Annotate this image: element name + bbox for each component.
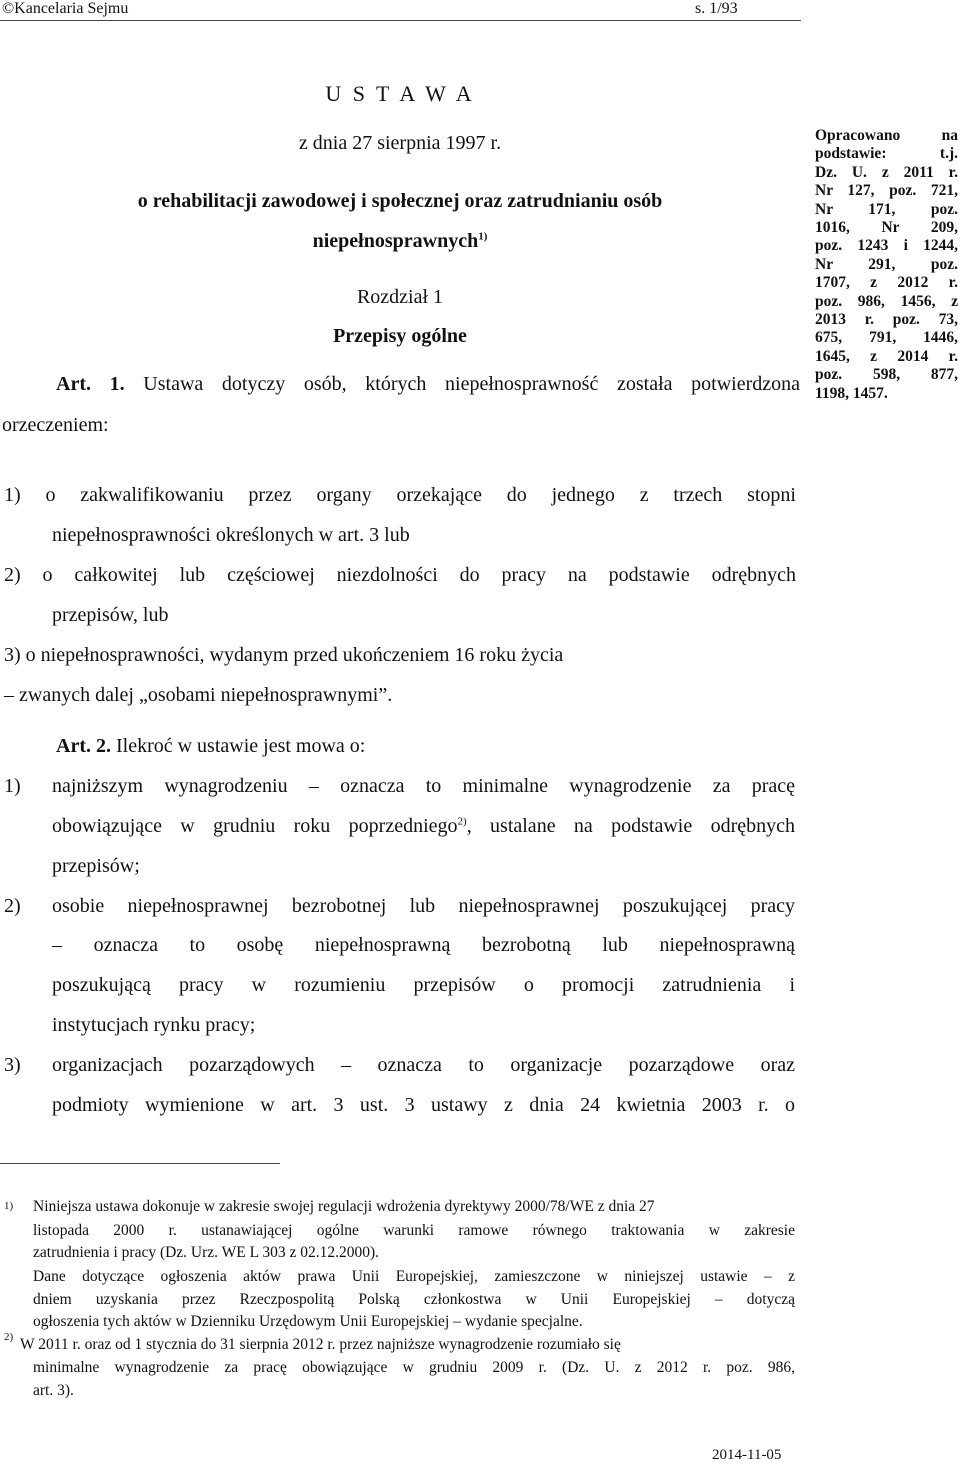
art2-item-3-line-1: organizacjach pozarządowych – oznacza to organizacje pozarządowe oraz	[52, 1054, 795, 1076]
act-date: z dnia 27 sierpnia 1997 r.	[298, 132, 502, 154]
art2-item-2-line-4: instytucjach rynku pracy;	[52, 1014, 256, 1036]
art2-item-2-number: 2)	[4, 895, 21, 917]
footnote-2-line-3: art. 3).	[33, 1382, 74, 1399]
art2-item-2-line-2: – oznacza to osobę niepełnosprawną bezrobotną lub niepełnosprawną	[52, 934, 795, 956]
source-side-note: Opracowano na podstawie: t.j. Dz. U. z 2011 r. Nr 127, poz. 721, Nr 171, poz. 1016, Nr 209, poz. 1243 i 1244, Nr 291, poz. 1707, z 2012 r. poz. 986, 1456, z 2013 r. poz. 73, 675, 791, 1446, 1645, z 2014 r. poz. 598, 877, 1198, 1457.	[815, 127, 958, 402]
art2-label: Art. 2.	[56, 735, 111, 757]
chapter-title: Przepisy ogólne	[333, 325, 467, 347]
art2-item-3-line-2: podmioty wymienione w art. 3 ust. 3 ustawy z dnia 24 kwietnia 2003 r. o	[52, 1094, 795, 1116]
art2-item-1-line-3: przepisów;	[52, 855, 140, 877]
footnote-1-line-3: zatrudnienia i pracy (Dz. Urz. WE L 303 z 02.12.2000).	[33, 1244, 380, 1261]
page-number: s. 1/93	[695, 0, 738, 17]
art2-item-2-line-1: osobie niepełnosprawnej bezrobotnej lub niepełnosprawnej poszukującej pracy	[52, 895, 795, 917]
art2-item-1-line-2: obowiązujące w grudniu roku poprzedniego$^{2)}$, ustalane na podstawie odrębnych	[52, 815, 795, 837]
art2-item-1-line-1: najniższym wynagrodzeniu – oznacza to minimalne wynagrodzenie za pracę	[52, 775, 795, 797]
act-title: U S T A W A	[325, 81, 475, 106]
footnote-1-line-4: Dane dotyczące ogłoszenia aktów prawa Unii Europejskiej, zamieszczone w niniejszej ustawie – z	[33, 1268, 795, 1285]
art1-point-1-line-1: 1) o zakwalifikowaniu przez organy orzekające do jednego z trzech stopni	[4, 484, 796, 506]
footnote-2-line-2: minimalne wynagrodzenie za pracę obowiązujące w grudniu 2009 r. (Dz. U. z 2012 r. poz. 986,	[33, 1359, 795, 1376]
art2-intro: Art. 2. Ilekroć w ustawie jest mowa o:	[56, 735, 366, 757]
header-divider	[0, 20, 801, 21]
footnote-1-mark: 1)	[4, 1200, 14, 1212]
footnote-1-line-1: Niniejsza ustawa dokonuje w zakresie swojej regulacji wdrożenia dyrektywy 2000/78/WE z dnia 27	[33, 1198, 655, 1215]
art1-line-1: Art. 1. Ustawa dotyczy osób, których niepełnosprawność została potwierdzona	[56, 373, 801, 395]
footnote-2-mark: 2)	[4, 1331, 14, 1343]
act-subject-line-1: o rehabilitacji zawodowej i społecznej oraz zatrudnianiu osób	[137, 190, 663, 212]
footnote-ref-2[interactable]: 2)	[457, 815, 467, 828]
art1-point-2-line-1: 2) o całkowitej lub częściowej niezdolności do pracy na podstawie odrębnych	[4, 564, 796, 586]
art2-item-1-number: 1)	[4, 775, 21, 797]
art1-label: Art. 1.	[56, 373, 125, 395]
footnote-divider	[0, 1163, 280, 1164]
art2-item-2-line-3: poszukującą pracy w rozumieniu przepisów o promocji zatrudnienia i	[52, 974, 795, 996]
footnote-1-line-6: ogłoszenia tych aktów w Dzienniku Urzędowym Unii Europejskiej – wydanie specjalne.	[33, 1313, 583, 1330]
footnote-ref-1[interactable]: 1)	[478, 230, 488, 243]
footnote-1-line-2: listopada 2000 r. ustanawiającej ogólne warunki ramowe równego traktowania w zakresie	[33, 1222, 795, 1239]
art1-point-2-line-2: przepisów, lub	[52, 604, 169, 626]
header-source: ©Kancelaria Sejmu	[2, 0, 129, 17]
page-header	[0, 0, 960, 20]
footer-date: 2014-11-05	[712, 1447, 782, 1463]
art1-line-2: orzeczeniem:	[2, 414, 109, 436]
art2-item-3-number: 3)	[4, 1054, 21, 1076]
art1-closing: – zwanych dalej „osobami niepełnosprawnymi”.	[4, 684, 393, 706]
art1-point-3: 3) o niepełnosprawności, wydanym przed ukończeniem 16 roku życia	[4, 644, 564, 666]
art1-point-1-line-2: niepełnosprawności określonych w art. 3 lub	[52, 524, 410, 546]
chapter-number: Rozdział 1	[356, 286, 444, 308]
footnote-2-line-1: W 2011 r. oraz od 1 stycznia do 31 sierpnia 2012 r. przez najniższe wynagrodzenie rozumiało się	[20, 1336, 621, 1353]
act-subject-line-2: niepełnosprawnych$^{1)}$	[312, 230, 488, 252]
footnote-1-line-5: dniem uzyskania przez Rzeczpospolitą Polską członkostwa w Unii Europejskiej – dotyczą	[33, 1291, 795, 1308]
